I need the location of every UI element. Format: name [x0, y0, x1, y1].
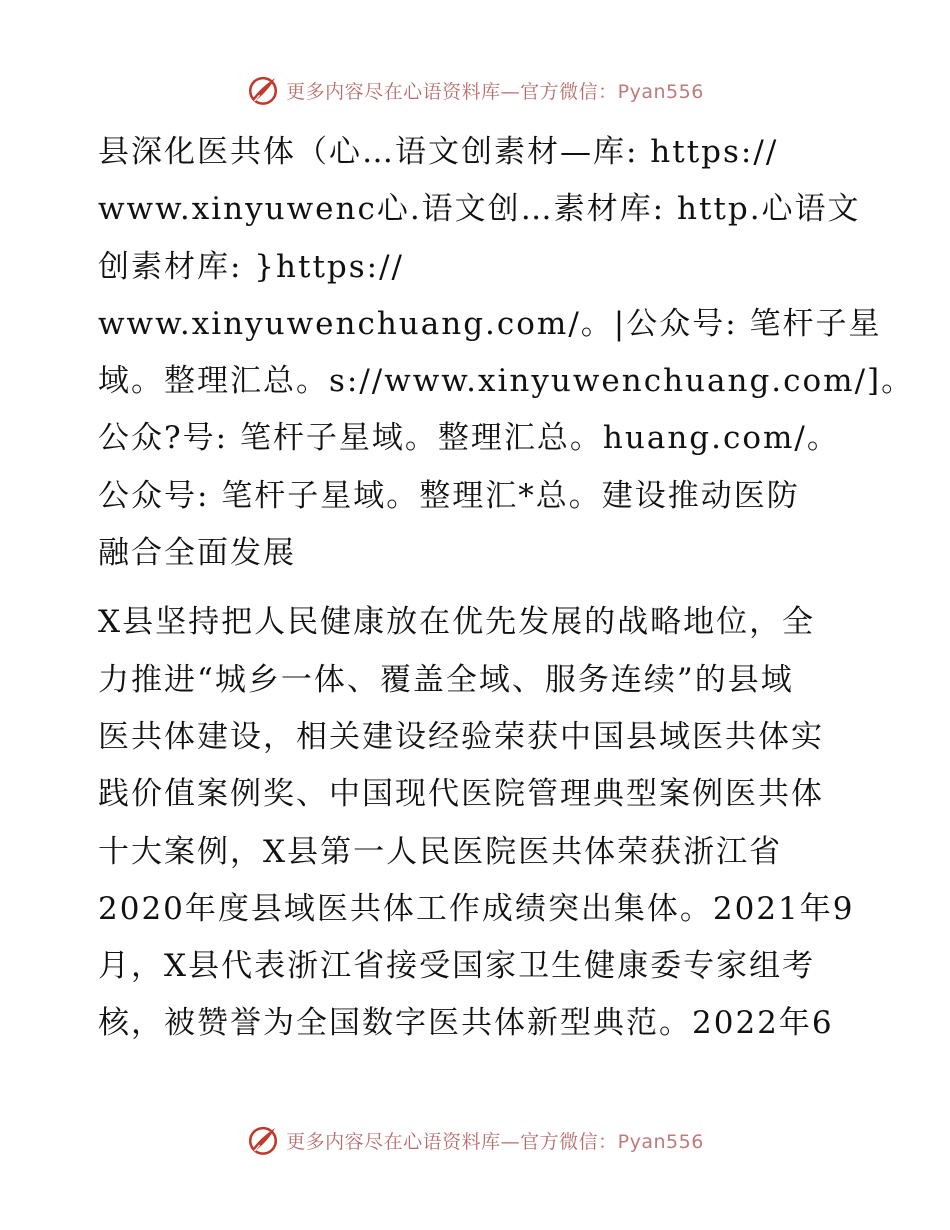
text-line: 县深化医共体（心…语文创素材—库: https://	[98, 134, 779, 170]
watermark-text: 更多内容尽在心语资料库—官方微信：Pyan556	[286, 1130, 704, 1153]
text-line: www.xinyuwenchuang.com/。|公众号: 笔杆子星	[98, 305, 882, 342]
text-line: 2020年度县域医共体工作成绩突出集体。2021年9	[98, 890, 855, 927]
text-line: 践价值案例奖、中国现代医院管理典型案例医共体	[98, 776, 824, 813]
text-line: 创素材库: }https://	[98, 248, 404, 285]
text-line: www.xinyuwenc心.语文创…素材库: http.心语文	[98, 191, 861, 228]
text-line: 融合全面发展	[98, 535, 296, 572]
watermark-text: 更多内容尽在心语资料库—官方微信：Pyan556	[286, 80, 704, 103]
footer-watermark-banner	[0, 1120, 950, 1160]
text-line: 域。整理汇总。s://www.xinyuwenchuang.com/]。	[98, 363, 915, 400]
text-line: 月，X县代表浙江省接受国家卫生健康委专家组考	[98, 948, 816, 985]
paragraph-1	[98, 124, 915, 582]
text-line: 公众号: 笔杆子星域。整理汇*总。建设推动医防	[98, 477, 800, 514]
text-line: X县坚持把人民健康放在优先发展的战略地位，全	[98, 604, 816, 641]
text-line: 医共体建设，相关建设经验荣获中国县域医共体实	[98, 718, 824, 755]
header-watermark-banner	[0, 70, 950, 110]
quill-pen-logo-icon	[246, 1123, 280, 1157]
paragraph-2	[98, 594, 858, 1052]
paragraph-gap	[98, 582, 858, 594]
quill-pen-logo-icon	[246, 73, 280, 107]
document-body	[98, 124, 915, 1053]
text-line: 十大案例，X县第一人民医院医共体荣获浙江省	[98, 833, 783, 870]
text-line: 公众?号: 笔杆子星域。整理汇总。huang.com/。	[98, 420, 840, 457]
text-line: 核，被赞誉为全国数字医共体新型典范。2022年6	[98, 1005, 834, 1042]
text-line: 力推进“城乡一体、覆盖全域、服务连续”的县域	[98, 661, 794, 698]
